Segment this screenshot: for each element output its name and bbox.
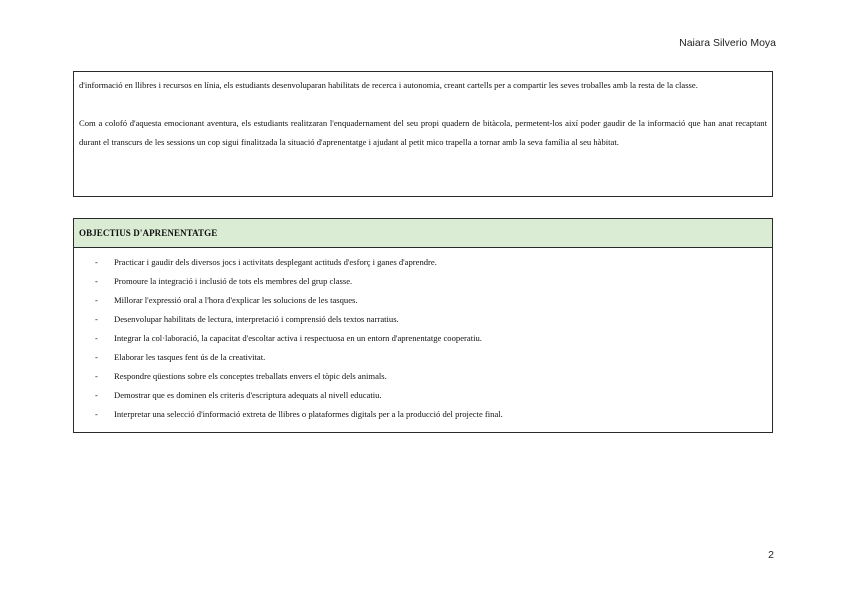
objective-item xyxy=(74,310,772,329)
bullet-dash: - xyxy=(95,333,98,343)
objective-text: Elaborar les tasques fent ús de la creativitat. xyxy=(114,352,266,362)
intro-paragraph-2: Com a colofó d'aquesta emocionant aventura, els estudiants realitzaran l'enquadernament del seu propi quadern de bitàcola, permetent-los així poder gaudir de la informació que han anat recaptant durant el transcurs de les sessions un cop sigui finalitzada la situació d'aprenentatge i ajudant al petit mico trapella a tornar amb la seva família al seu hàbitat. xyxy=(79,118,767,147)
intro-text-box xyxy=(73,71,773,197)
objective-text: Promoure la integració i inclusió de tots els membres del grup classe. xyxy=(114,276,353,286)
objective-item xyxy=(74,329,772,348)
objective-item xyxy=(74,253,772,272)
bullet-dash: - xyxy=(95,295,98,305)
bullet-dash: - xyxy=(95,314,98,324)
objective-item xyxy=(74,272,772,291)
bullet-dash: - xyxy=(95,276,98,286)
objective-text: Practicar i gaudir dels diversos jocs i activitats desplegant actituds d'esforç i ganes d'aprendre. xyxy=(114,257,437,267)
objective-item xyxy=(74,291,772,310)
objective-text: Millorar l'expressió oral a l'hora d'explicar les solucions de les tasques. xyxy=(114,295,358,305)
objectives-list xyxy=(74,248,772,424)
objective-item xyxy=(74,367,772,386)
objective-text: Desenvolupar habilitats de lectura, interpretació i comprensió dels textos narratius. xyxy=(114,314,399,324)
objective-text: Integrar la col·laboració, la capacitat d'escoltar activa i respectuosa en un entorn d'aprenentatge cooperatiu. xyxy=(114,333,482,343)
objectives-table xyxy=(73,218,773,433)
objective-item xyxy=(74,405,772,424)
objective-text: Interpretar una selecció d'informació extreta de llibres o plataformes digitals per a la producció del projecte final. xyxy=(114,409,503,419)
objective-text: Demostrar que es dominen els criteris d'escriptura adequats al nivell educatiu. xyxy=(114,390,382,400)
objective-text: Respondre qüestions sobre els conceptes treballats envers el tòpic dels animals. xyxy=(114,371,387,381)
objectives-title: OBJECTIUS D'APRENENTATGE xyxy=(74,219,772,248)
header-author-name: Naiara Silverio Moya xyxy=(679,37,776,49)
bullet-dash: - xyxy=(95,409,98,419)
objective-item xyxy=(74,386,772,405)
bullet-dash: - xyxy=(95,257,98,267)
bullet-dash: - xyxy=(95,352,98,362)
objective-item xyxy=(74,348,772,367)
page-number: 2 xyxy=(768,549,774,561)
bullet-dash: - xyxy=(95,390,98,400)
bullet-dash: - xyxy=(95,371,98,381)
intro-paragraph-1: d'informació en llibres i recursos en línia, els estudiants desenvoluparan habilitats de recerca i autonomia, creant cartells per a compartir les seves troballes amb la resta de la classe. xyxy=(79,80,698,90)
